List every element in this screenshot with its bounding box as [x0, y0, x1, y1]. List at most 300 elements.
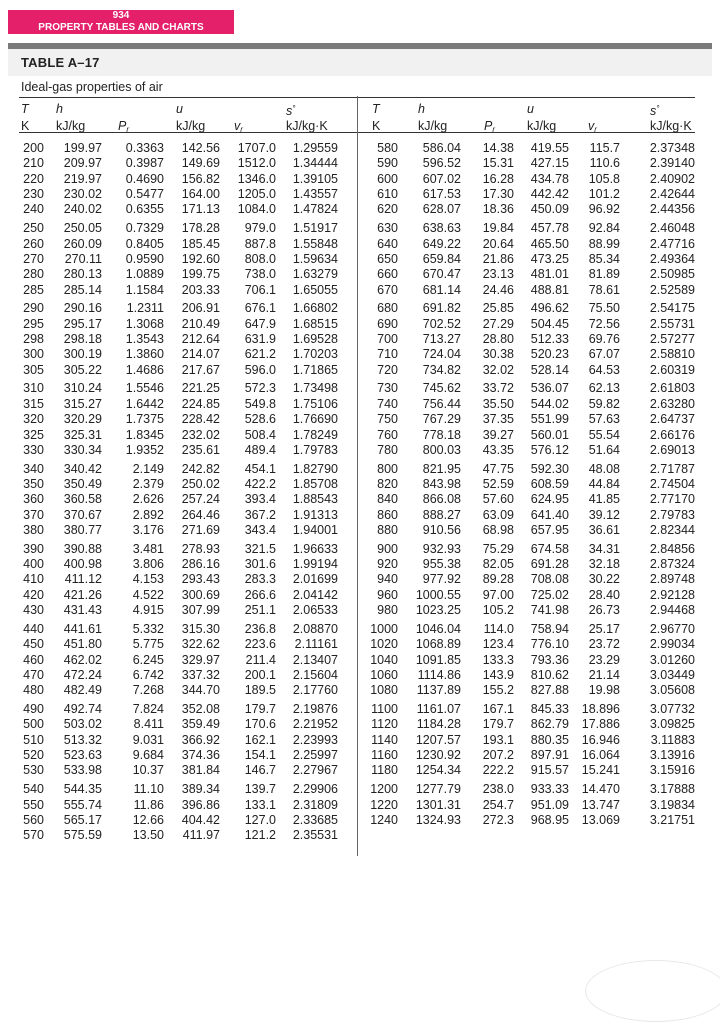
table-cell: 1.73498: [292, 381, 338, 396]
table-cell: 440: [23, 621, 44, 636]
table-cell: 2.04142: [292, 587, 338, 602]
table-cell: 350.49: [63, 476, 102, 491]
table-cell: 223.6: [244, 637, 276, 652]
table-cell: 758.94: [530, 621, 569, 636]
table-cell: 845.33: [530, 702, 569, 717]
table-cell: 3.03449: [649, 667, 695, 682]
table-cell: 266.6: [244, 587, 276, 602]
table-cell: 900: [377, 541, 398, 556]
table-cell: 434.78: [530, 171, 569, 186]
table-cell: 36.61: [588, 523, 620, 537]
table-cell: 420: [23, 587, 44, 602]
table-subtitle: Ideal-gas properties of air: [21, 80, 163, 94]
table-cell: 442.42: [530, 187, 569, 202]
table-cell: 1040: [370, 652, 398, 667]
table-cell: 979.0: [244, 221, 276, 236]
table-cell: 3.21751: [649, 812, 695, 827]
table-cell: 2.17760: [292, 683, 338, 698]
table-cell: 951.09: [530, 797, 569, 812]
table-cell: 572.3: [244, 381, 276, 396]
table-cell: 123.4: [482, 637, 514, 652]
table-cell: 431.43: [63, 603, 102, 618]
table-cell: 1.55848: [292, 236, 338, 251]
table-cell: 278.93: [181, 541, 220, 556]
table-cell: 1180: [371, 763, 398, 778]
table-cell: 422.2: [244, 476, 276, 491]
table-cell: 490: [23, 702, 44, 717]
table-cell: 370.67: [63, 507, 102, 522]
table-cell: 97.00: [482, 587, 514, 602]
table-cell: 286.16: [181, 557, 220, 572]
table-cell: 51.64: [588, 442, 620, 457]
table-cell: 480: [23, 683, 44, 698]
table-cell: 472.24: [63, 667, 102, 682]
column-unit-1: kJ/kg: [418, 119, 448, 133]
table-cell: 492.74: [63, 702, 102, 717]
table-cell: 544.02: [530, 396, 569, 411]
column-symbol-0: T: [21, 102, 29, 116]
table-cell: 600: [377, 171, 398, 186]
table-cell: 760: [377, 427, 398, 442]
table-cell: 2.77170: [649, 492, 695, 507]
table-cell: 620: [377, 202, 398, 217]
table-cell: 750: [377, 412, 398, 427]
table-cell: 209.97: [63, 156, 102, 171]
table-cell: 503.02: [63, 717, 102, 732]
table-cell: 217.67: [181, 362, 220, 377]
table-cell: 1.59634: [292, 251, 338, 266]
table-cell: 12.66: [132, 812, 164, 827]
table-cell: 670: [377, 282, 398, 297]
table-cell: 767.29: [422, 412, 461, 427]
table-cell: 1.79783: [292, 442, 338, 457]
table-cell: 430: [23, 603, 44, 618]
table-cell: 206.91: [181, 301, 220, 316]
table-cell: 344.70: [181, 683, 220, 698]
table-cell: 1.69528: [292, 332, 338, 346]
table-cell: 2.11161: [294, 637, 338, 652]
table-cell: 482.49: [63, 683, 102, 698]
table-cell: 21.86: [482, 251, 514, 266]
table-cell: 680: [377, 301, 398, 316]
table-cell: 240.02: [63, 202, 102, 217]
table-cell: 607.02: [422, 171, 461, 186]
table-cell: 2.49364: [649, 251, 695, 266]
table-cell: 500: [23, 717, 44, 732]
table-cell: 1.94001: [292, 523, 338, 537]
table-cell: 238.0: [482, 782, 514, 797]
table-cell: 638.63: [422, 221, 461, 236]
table-cell: 2.379: [132, 476, 164, 491]
table-cell: 427.15: [530, 156, 569, 171]
table-cell: 610: [377, 187, 398, 202]
table-cell: 224.85: [181, 396, 220, 411]
column-unit-0: K: [21, 119, 30, 133]
table-cell: 1220: [370, 797, 398, 812]
table-cell: 6.245: [132, 652, 164, 667]
table-cell: 1.29559: [292, 141, 338, 155]
page-header-band: [8, 10, 234, 34]
table-cell: 932.93: [422, 541, 461, 556]
table-cell: 649.22: [422, 236, 461, 251]
table-cell: 115.7: [589, 141, 620, 155]
table-cell: 390: [23, 541, 44, 556]
table-cell: 2.63280: [649, 396, 695, 411]
table-cell: 67.07: [588, 347, 620, 362]
table-cell: 82.05: [482, 557, 514, 572]
column-symbol-4: $v_r$: [234, 119, 243, 134]
table-cell: 730: [377, 381, 398, 396]
table-cell: 640: [377, 236, 398, 251]
table-cell: 1346.0: [237, 171, 276, 186]
table-cell: 18.896: [581, 702, 620, 717]
table-cell: 114.0: [483, 621, 514, 636]
subscript: r: [126, 125, 130, 134]
table-cell: 6.742: [132, 667, 164, 682]
table-cell: 283.3: [244, 572, 276, 587]
table-cell: 1.85708: [292, 476, 338, 491]
table-cell: 307.99: [181, 603, 220, 618]
table-cell: 48.08: [588, 461, 620, 476]
table-cell: 2.25997: [292, 748, 338, 763]
table-cell: 1707.0: [237, 141, 276, 155]
table-cell: 860: [377, 507, 398, 522]
table-cell: 127.0: [244, 812, 276, 827]
table-cell: 1060: [370, 667, 398, 682]
table-cell: 359.49: [181, 717, 220, 732]
table-cell: 298: [23, 332, 44, 346]
table-cell: 540: [23, 782, 44, 797]
table-cell: 520: [23, 748, 44, 763]
table-cell: 337.32: [181, 667, 220, 682]
table-cell: 630: [377, 221, 398, 236]
table-title: TABLE A–17: [21, 55, 100, 70]
table-cell: 89.28: [482, 572, 514, 587]
table-cell: 57.63: [588, 412, 620, 427]
table-cell: 738.0: [244, 267, 276, 282]
table-cell: 143.9: [482, 667, 514, 682]
table-cell: 676.1: [244, 301, 276, 316]
table-cell: 2.29906: [292, 782, 338, 797]
table-cell: 674.58: [530, 541, 569, 556]
table-cell: 691.28: [530, 557, 569, 572]
table-cell: 1.51917: [292, 221, 338, 236]
table-cell: 25.17: [588, 621, 620, 636]
table-cell: 15.31: [482, 156, 514, 171]
table-cell: 305.22: [63, 362, 102, 377]
table-cell: 212.64: [181, 332, 220, 346]
table-cell: 23.29: [588, 652, 620, 667]
table-cell: 142.56: [181, 141, 220, 155]
table-cell: 52.59: [482, 476, 514, 491]
table-cell: 3.15916: [649, 763, 695, 778]
page-curl-decoration: [585, 960, 720, 1022]
table-cell: 162.1: [244, 732, 276, 747]
table-cell: 1160: [371, 748, 398, 763]
table-cell: 1205.0: [237, 187, 276, 202]
table-cell: 549.8: [244, 396, 276, 411]
table-cell: 2.82344: [649, 523, 695, 537]
table-cell: 590: [377, 156, 398, 171]
table-cell: 270: [23, 251, 44, 266]
table-cell: 0.4690: [125, 171, 164, 186]
table-cell: 139.7: [244, 782, 276, 797]
table-cell: 85.34: [588, 251, 620, 266]
table-cell: 250: [23, 221, 44, 236]
table-cell: 2.37348: [649, 141, 695, 155]
table-cell: 27.29: [482, 316, 514, 331]
table-cell: 350: [23, 476, 44, 491]
table-cell: 1023.25: [415, 603, 461, 618]
table-cell: 2.60319: [649, 362, 695, 377]
table-cell: 59.82: [588, 396, 620, 411]
table-cell: 343.4: [244, 523, 276, 537]
table-cell: 200: [23, 141, 44, 155]
table-cell: 232.02: [181, 427, 220, 442]
table-cell: 2.23993: [292, 732, 338, 747]
table-cell: 2.27967: [292, 763, 338, 778]
table-cell: 710: [377, 347, 398, 362]
table-cell: 670.47: [422, 267, 461, 282]
table-cell: 295: [23, 316, 44, 331]
table-cell: 17.886: [581, 717, 620, 732]
table-cell: 57.60: [482, 492, 514, 507]
table-cell: 741.98: [530, 603, 569, 618]
table-cell: 565.17: [63, 812, 102, 827]
table-cell: 149.69: [181, 156, 220, 171]
table-cell: 1.43557: [292, 187, 338, 202]
table-cell: 700: [377, 332, 398, 346]
table-cell: 193.1: [482, 732, 514, 747]
table-cell: 2.84856: [649, 541, 695, 556]
table-cell: 55.54: [588, 427, 620, 442]
table-cell: 16.28: [482, 171, 514, 186]
table-cell: 1.4686: [125, 362, 164, 377]
table-cell: 955.38: [422, 557, 461, 572]
table-cell: 617.53: [422, 187, 461, 202]
table-cell: 199.97: [63, 141, 102, 155]
table-cell: 211.4: [245, 652, 276, 667]
table-cell: 64.53: [588, 362, 620, 377]
table-cell: 250.05: [63, 221, 102, 236]
table-cell: 2.892: [132, 507, 164, 522]
table-cell: 185.45: [181, 236, 220, 251]
table-cell: 940: [377, 572, 398, 587]
table-cell: 30.38: [482, 347, 514, 362]
table-cell: 3.05608: [649, 683, 695, 698]
table-cell: 586.04: [422, 141, 461, 155]
table-title-panel: [8, 49, 712, 76]
table-cell: 657.95: [530, 523, 569, 537]
table-cell: 470: [23, 667, 44, 682]
table-cell: 780: [377, 442, 398, 457]
table-cell: 608.59: [530, 476, 569, 491]
page-number: 934: [112, 10, 130, 21]
table-cell: 512.33: [530, 332, 569, 346]
table-cell: 631.9: [244, 332, 276, 346]
table-cell: 544.35: [63, 782, 102, 797]
table-cell: 647.9: [244, 316, 276, 331]
table-cell: 1.78249: [292, 427, 338, 442]
table-cell: 410: [23, 572, 44, 587]
table-cell: 1.0889: [125, 267, 164, 282]
table-cell: 720: [377, 362, 398, 377]
table-cell: 380: [23, 523, 44, 537]
table-cell: 2.71787: [649, 461, 695, 476]
table-cell: 62.13: [588, 381, 620, 396]
column-unit-5: kJ/kg·K: [650, 119, 692, 133]
table-cell: 43.35: [482, 442, 514, 457]
table-cell: 1301.31: [415, 797, 461, 812]
table-cell: 290.16: [63, 301, 102, 316]
table-cell: 960: [377, 587, 398, 602]
table-cell: 28.80: [482, 332, 514, 346]
table-cell: 1.68515: [292, 316, 338, 331]
table-cell: 2.52589: [649, 282, 695, 297]
table-cell: 1.5546: [125, 381, 164, 396]
table-cell: 220: [23, 171, 44, 186]
table-cell: 380.77: [63, 523, 102, 537]
table-cell: 1.3543: [125, 332, 164, 346]
table-cell: 5.775: [132, 637, 164, 652]
table-cell: 520.23: [530, 347, 569, 362]
table-cell: 0.5477: [125, 187, 164, 202]
table-cell: 250.02: [181, 476, 220, 491]
table-cell: 4.522: [132, 587, 164, 602]
table-cell: 203.33: [181, 282, 220, 297]
table-cell: 2.44356: [649, 202, 695, 217]
table-cell: 13.069: [581, 812, 620, 827]
table-cell: 8.411: [133, 717, 164, 732]
table-cell: 329.97: [181, 652, 220, 667]
table-cell: 504.45: [530, 316, 569, 331]
table-cell: 2.47716: [649, 236, 695, 251]
table-cell: 2.74504: [649, 476, 695, 491]
table-cell: 14.470: [581, 782, 620, 797]
table-cell: 105.8: [588, 171, 620, 186]
table-cell: 3.19834: [649, 797, 695, 812]
table-cell: 776.10: [530, 637, 569, 652]
table-cell: 133.3: [482, 652, 514, 667]
table-cell: 1000: [370, 621, 398, 636]
table-cell: 621.2: [244, 347, 276, 362]
table-cell: 0.7329: [125, 221, 164, 236]
table-cell: 745.62: [422, 381, 461, 396]
table-cell: 560: [23, 812, 44, 827]
table-cell: 32.18: [588, 557, 620, 572]
table-cell: 1.8345: [125, 427, 164, 442]
column-group-divider: [357, 96, 358, 856]
table-cell: 35.50: [482, 396, 514, 411]
table-cell: 441.61: [63, 621, 102, 636]
table-cell: 179.7: [482, 717, 514, 732]
table-cell: 315.30: [181, 621, 220, 636]
table-cell: 897.91: [530, 748, 569, 763]
table-cell: 628.07: [422, 202, 461, 217]
table-cell: 171.13: [181, 202, 220, 217]
table-cell: 167.1: [482, 702, 514, 717]
table-cell: 641.40: [530, 507, 569, 522]
table-cell: 272.3: [482, 812, 514, 827]
table-cell: 154.1: [244, 748, 276, 763]
table-cell: 9.684: [132, 748, 164, 763]
subscript: r: [594, 125, 597, 134]
table-cell: 301.6: [244, 557, 276, 572]
table-cell: 2.13407: [292, 652, 338, 667]
table-cell: 1140: [371, 732, 398, 747]
table-cell: 725.02: [530, 587, 569, 602]
table-cell: 419.55: [530, 141, 569, 155]
table-cell: 1.3860: [125, 347, 164, 362]
table-cell: 3.481: [132, 541, 164, 556]
table-cell: 1091.85: [415, 652, 461, 667]
table-cell: 360.58: [63, 492, 102, 507]
table-cell: 30.22: [588, 572, 620, 587]
table-cell: 740: [377, 396, 398, 411]
table-cell: 47.75: [482, 461, 514, 476]
table-cell: 2.61803: [649, 381, 695, 396]
table-cell: 887.8: [244, 236, 276, 251]
table-cell: 580: [377, 141, 398, 155]
table-cell: 340.42: [63, 461, 102, 476]
table-cell: 2.50985: [649, 267, 695, 282]
table-cell: 260: [23, 236, 44, 251]
table-cell: 1120: [371, 717, 398, 732]
table-cell: 0.6355: [125, 202, 164, 217]
table-cell: 321.5: [244, 541, 276, 556]
table-cell: 713.27: [422, 332, 461, 346]
table-cell: 374.36: [181, 748, 220, 763]
column-symbol-3: u: [176, 102, 183, 116]
table-cell: 624.95: [530, 492, 569, 507]
table-cell: 2.15604: [292, 667, 338, 682]
table-cell: 808.0: [244, 251, 276, 266]
table-cell: 315: [23, 396, 44, 411]
table-cell: 2.33685: [292, 812, 338, 827]
table-cell: 968.95: [530, 812, 569, 827]
table-cell: 523.63: [63, 748, 102, 763]
table-cell: 3.11883: [650, 732, 695, 747]
table-cell: 596.0: [244, 362, 276, 377]
column-unit-1: kJ/kg: [56, 119, 86, 133]
table-cell: 528.6: [244, 412, 276, 427]
table-cell: 1.76690: [292, 412, 338, 427]
table-cell: 11.86: [133, 797, 164, 812]
table-cell: 840: [377, 492, 398, 507]
table-cell: 473.25: [530, 251, 569, 266]
table-cell: 1.82790: [292, 461, 338, 476]
table-cell: 96.92: [588, 202, 620, 217]
table-cell: 101.2: [588, 187, 620, 202]
table-cell: 1.91313: [292, 507, 338, 522]
table-cell: 660: [377, 267, 398, 282]
table-cell: 702.52: [422, 316, 461, 331]
table-cell: 1.39105: [292, 171, 338, 186]
table-cell: 2.96770: [649, 621, 695, 636]
table-cell: 2.21952: [292, 717, 338, 732]
table-cell: 78.61: [588, 282, 620, 297]
table-cell: 411.97: [182, 828, 220, 843]
table-cell: 75.50: [588, 301, 620, 316]
table-cell: 2.08870: [292, 621, 338, 636]
table-cell: 2.06533: [292, 603, 338, 618]
table-cell: 756.44: [422, 396, 461, 411]
table-cell: 9.031: [132, 732, 164, 747]
table-cell: 793.36: [530, 652, 569, 667]
table-cell: 1.34444: [292, 156, 338, 171]
table-cell: 1.96633: [292, 541, 338, 556]
table-cell: 24.46: [482, 282, 514, 297]
